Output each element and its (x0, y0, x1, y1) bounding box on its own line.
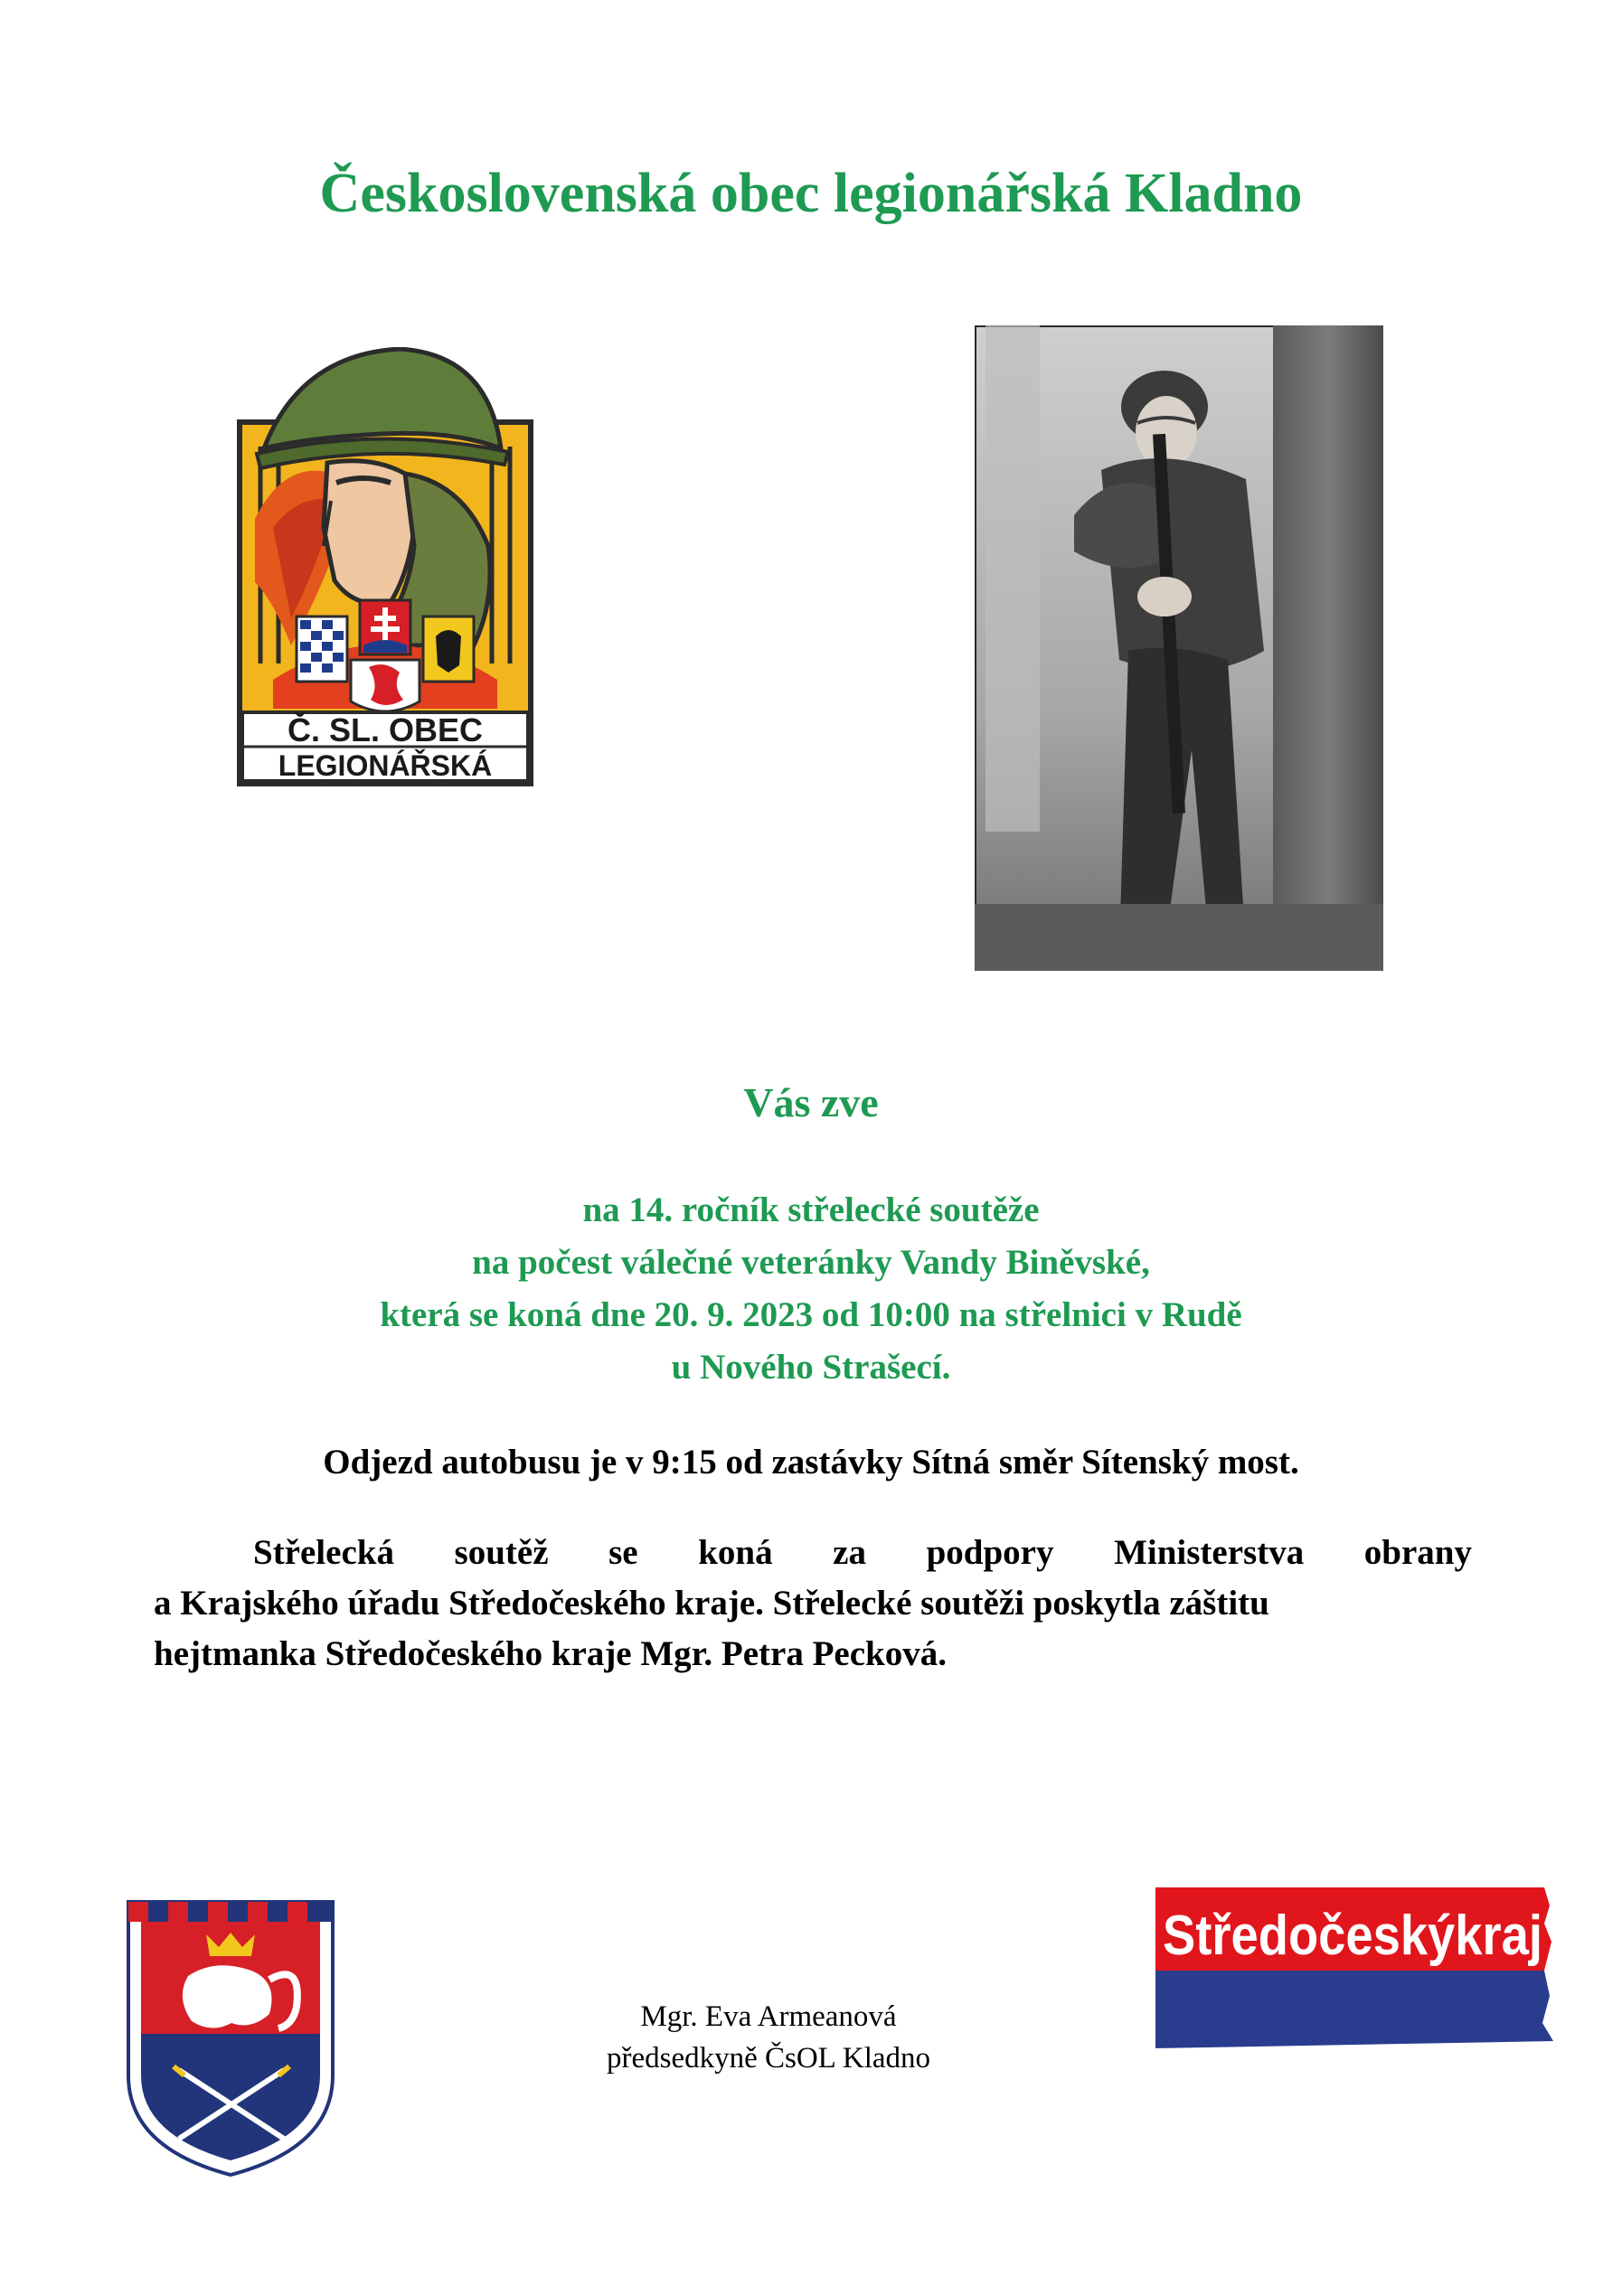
csol-legion-logo (237, 347, 533, 786)
ministry-of-defence-emblem (125, 1898, 336, 2178)
paragraph-line: a Krajského úřadu Středočeského kraje. Střelecké soutěži poskytla záštitu (154, 1584, 1269, 1623)
legion-logo-text-bottom: LEGIONÁŘSKÁ (278, 749, 493, 782)
signature-block (506, 1996, 1031, 2079)
kraj-logo-text: Středočeskýkraj (1163, 1905, 1542, 1967)
invitation-line: na počest válečné veteránky Vandy Biněvské, (472, 1243, 1150, 1282)
signature-role: předsedkyně ČsOL Kladno (606, 2042, 931, 2075)
paragraph-line: hejtmanka Středočeského kraje Mgr. Petra Pecková. (154, 1634, 947, 1673)
paragraph-line: Střelecká soutěž se koná za podpory Ministerstva obrany (253, 1533, 1472, 1572)
stredocesky-kraj-logo (1155, 1887, 1559, 2048)
historical-photo (975, 325, 1383, 971)
bus-info: Odjezd autobusu je v 9:15 od zastávky Sítná směr Sítenský most. (323, 1443, 1299, 1482)
invitation-text (0, 1184, 1622, 1394)
invitation-line: která se koná dne 20. 9. 2023 od 10:00 na střelnici v Rudě (380, 1295, 1242, 1334)
invitation-headline: Vás zve (743, 1079, 879, 1125)
legion-logo-text-top: Č. SL. OBEC (287, 711, 484, 748)
invitation-line: u Nového Strašecí. (671, 1348, 951, 1387)
signature-name: Mgr. Eva Armeanová (640, 2000, 897, 2033)
page-title: Československá obec legionářská Kladno (319, 163, 1303, 224)
support-paragraph (154, 1528, 1472, 1680)
invitation-line: na 14. ročník střelecké soutěže (582, 1190, 1040, 1229)
